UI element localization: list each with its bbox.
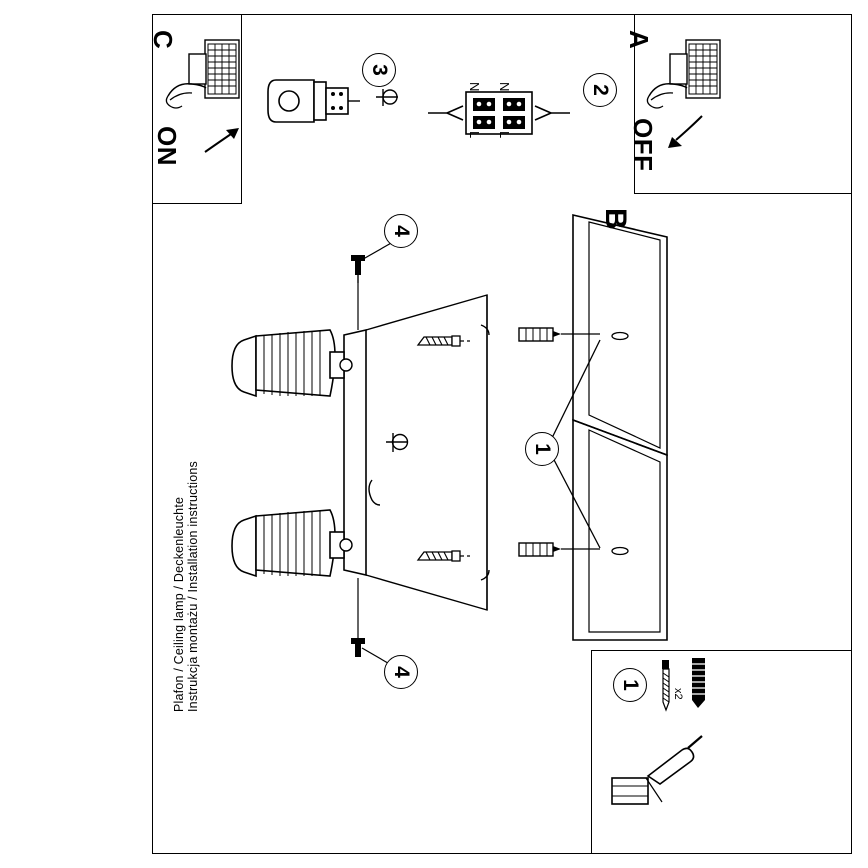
terminal-mark-l-1: L	[467, 131, 482, 139]
step-4-bottom-number: 4	[390, 666, 413, 678]
step-2-number: 2	[589, 84, 612, 96]
parts-box-step-number: 1	[619, 679, 642, 691]
terminal-mark-n-1: N	[467, 82, 482, 92]
panel-a-switch-state: OFF	[628, 118, 658, 172]
step-3-number: 3	[368, 64, 391, 76]
panel-b-label: B	[599, 208, 632, 230]
step-4-top-number: 4	[390, 225, 413, 237]
panel-a-label: A	[624, 30, 654, 50]
panel-c-label: C	[148, 30, 178, 50]
caption-line-1: Instrukcja montażu / Installation instructions	[186, 461, 200, 712]
caption-line-2: Plafon / Ceiling lamp / Deckenleuchte	[172, 496, 186, 712]
screw-quantity-label: x2	[672, 688, 684, 700]
terminal-mark-l-2: L	[497, 131, 512, 139]
terminal-mark-n-2: N	[497, 82, 512, 92]
panel-c-switch-state: ON	[152, 126, 182, 166]
step-1-number: 1	[531, 443, 554, 455]
